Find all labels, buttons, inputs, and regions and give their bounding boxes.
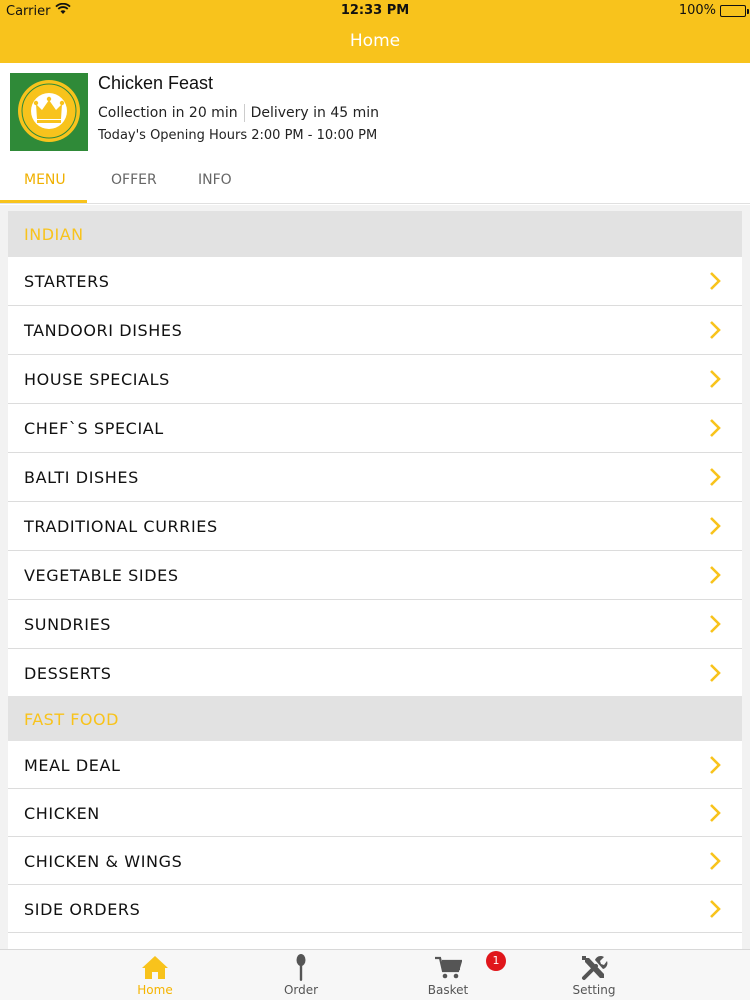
menu-category-house-specials[interactable] [8, 355, 742, 404]
status-time: 12:33 PM [340, 3, 410, 18]
section-title: INDIAN [24, 225, 84, 244]
chevron-right-icon [708, 851, 722, 871]
menu-category-meal-deal[interactable] [8, 741, 742, 789]
category-label: CHICKEN & WINGS [24, 852, 183, 871]
battery-icon [720, 5, 746, 17]
chevron-right-icon [708, 803, 722, 823]
tab-bar-home[interactable] [105, 950, 205, 1000]
cart-icon [398, 954, 498, 982]
carrier-label: Carrier [6, 3, 51, 19]
tab-bar-label: Basket [427, 983, 469, 997]
navigation-bar [0, 22, 750, 63]
menu-category-chefs-special[interactable] [8, 404, 742, 453]
tab-offer[interactable]: OFFER [111, 172, 157, 188]
category-label: TRADITIONAL CURRIES [24, 517, 218, 536]
delivery-time: Delivery in 45 min [250, 105, 380, 121]
chevron-right-icon [708, 418, 722, 438]
menu-category-side-orders[interactable] [8, 885, 742, 933]
restaurant-header [0, 63, 750, 159]
menu-tabs [0, 160, 750, 204]
menu-category-sundries[interactable] [8, 600, 742, 649]
spoon-icon [251, 954, 351, 982]
menu-category-chicken-and-wings[interactable] [8, 837, 742, 885]
category-label: STARTERS [24, 272, 110, 291]
chevron-right-icon [708, 614, 722, 634]
menu-category-partial [8, 933, 742, 949]
menu-category-chicken[interactable] [8, 789, 742, 837]
category-label: DESSERTS [24, 664, 112, 683]
menu-category-balti-dishes[interactable] [8, 453, 742, 502]
category-label: SIDE ORDERS [24, 900, 141, 919]
category-label: TANDOORI DISHES [24, 321, 183, 340]
menu-category-vegetable-sides[interactable] [8, 551, 742, 600]
status-bar [0, 0, 750, 22]
battery-indicator [679, 3, 746, 18]
chevron-right-icon [708, 467, 722, 487]
tab-info[interactable]: INFO [198, 172, 232, 188]
menu-category-tandoori-dishes[interactable] [8, 306, 742, 355]
section-header-fast-food [8, 696, 742, 742]
chevron-right-icon [708, 516, 722, 536]
opening-hours: Today's Opening Hours 2:00 PM - 10:00 PM [98, 128, 378, 143]
chevron-right-icon [708, 271, 722, 291]
chevron-right-icon [708, 369, 722, 389]
section-title: FAST FOOD [24, 710, 119, 729]
tab-bar-label: Setting [572, 983, 616, 997]
bottom-tab-bar [0, 949, 750, 1000]
category-label: HOUSE SPECIALS [24, 370, 170, 389]
tab-bar-basket[interactable] [398, 950, 498, 1000]
restaurant-logo [10, 73, 88, 151]
category-label: BALTI DISHES [24, 468, 139, 487]
menu-list [0, 205, 750, 949]
menu-category-traditional-curries[interactable] [8, 502, 742, 551]
tab-bar-label: Order [283, 983, 319, 997]
category-label: SUNDRIES [24, 615, 112, 634]
chevron-right-icon [708, 320, 722, 340]
menu-category-desserts[interactable] [8, 649, 742, 697]
category-label: MEAL DEAL [24, 756, 121, 775]
category-label: CHICKEN [24, 804, 100, 823]
collection-time: Collection in 20 min [98, 105, 238, 121]
tab-menu[interactable]: MENU [24, 172, 66, 188]
restaurant-name: Chicken Feast [98, 73, 214, 93]
tab-bar-setting[interactable] [544, 950, 644, 1000]
basket-count-badge: 1 [486, 951, 506, 971]
tab-bar-order[interactable] [251, 950, 351, 1000]
home-icon [105, 954, 205, 982]
section-header-indian [8, 211, 742, 257]
active-tab-indicator [0, 200, 87, 203]
chevron-right-icon [708, 755, 722, 775]
chevron-right-icon [708, 663, 722, 683]
chevron-right-icon [708, 565, 722, 585]
chevron-right-icon [708, 899, 722, 919]
tab-bar-label: Home [137, 983, 173, 997]
category-label: CHEF`S SPECIAL [24, 419, 164, 438]
menu-category-starters[interactable] [8, 257, 742, 306]
battery-label: 100% [678, 3, 716, 18]
category-label: VEGETABLE SIDES [24, 566, 179, 585]
tools-icon [544, 954, 644, 982]
page-title: Home [349, 31, 401, 51]
delivery-times [98, 104, 379, 122]
times-divider [244, 104, 245, 122]
